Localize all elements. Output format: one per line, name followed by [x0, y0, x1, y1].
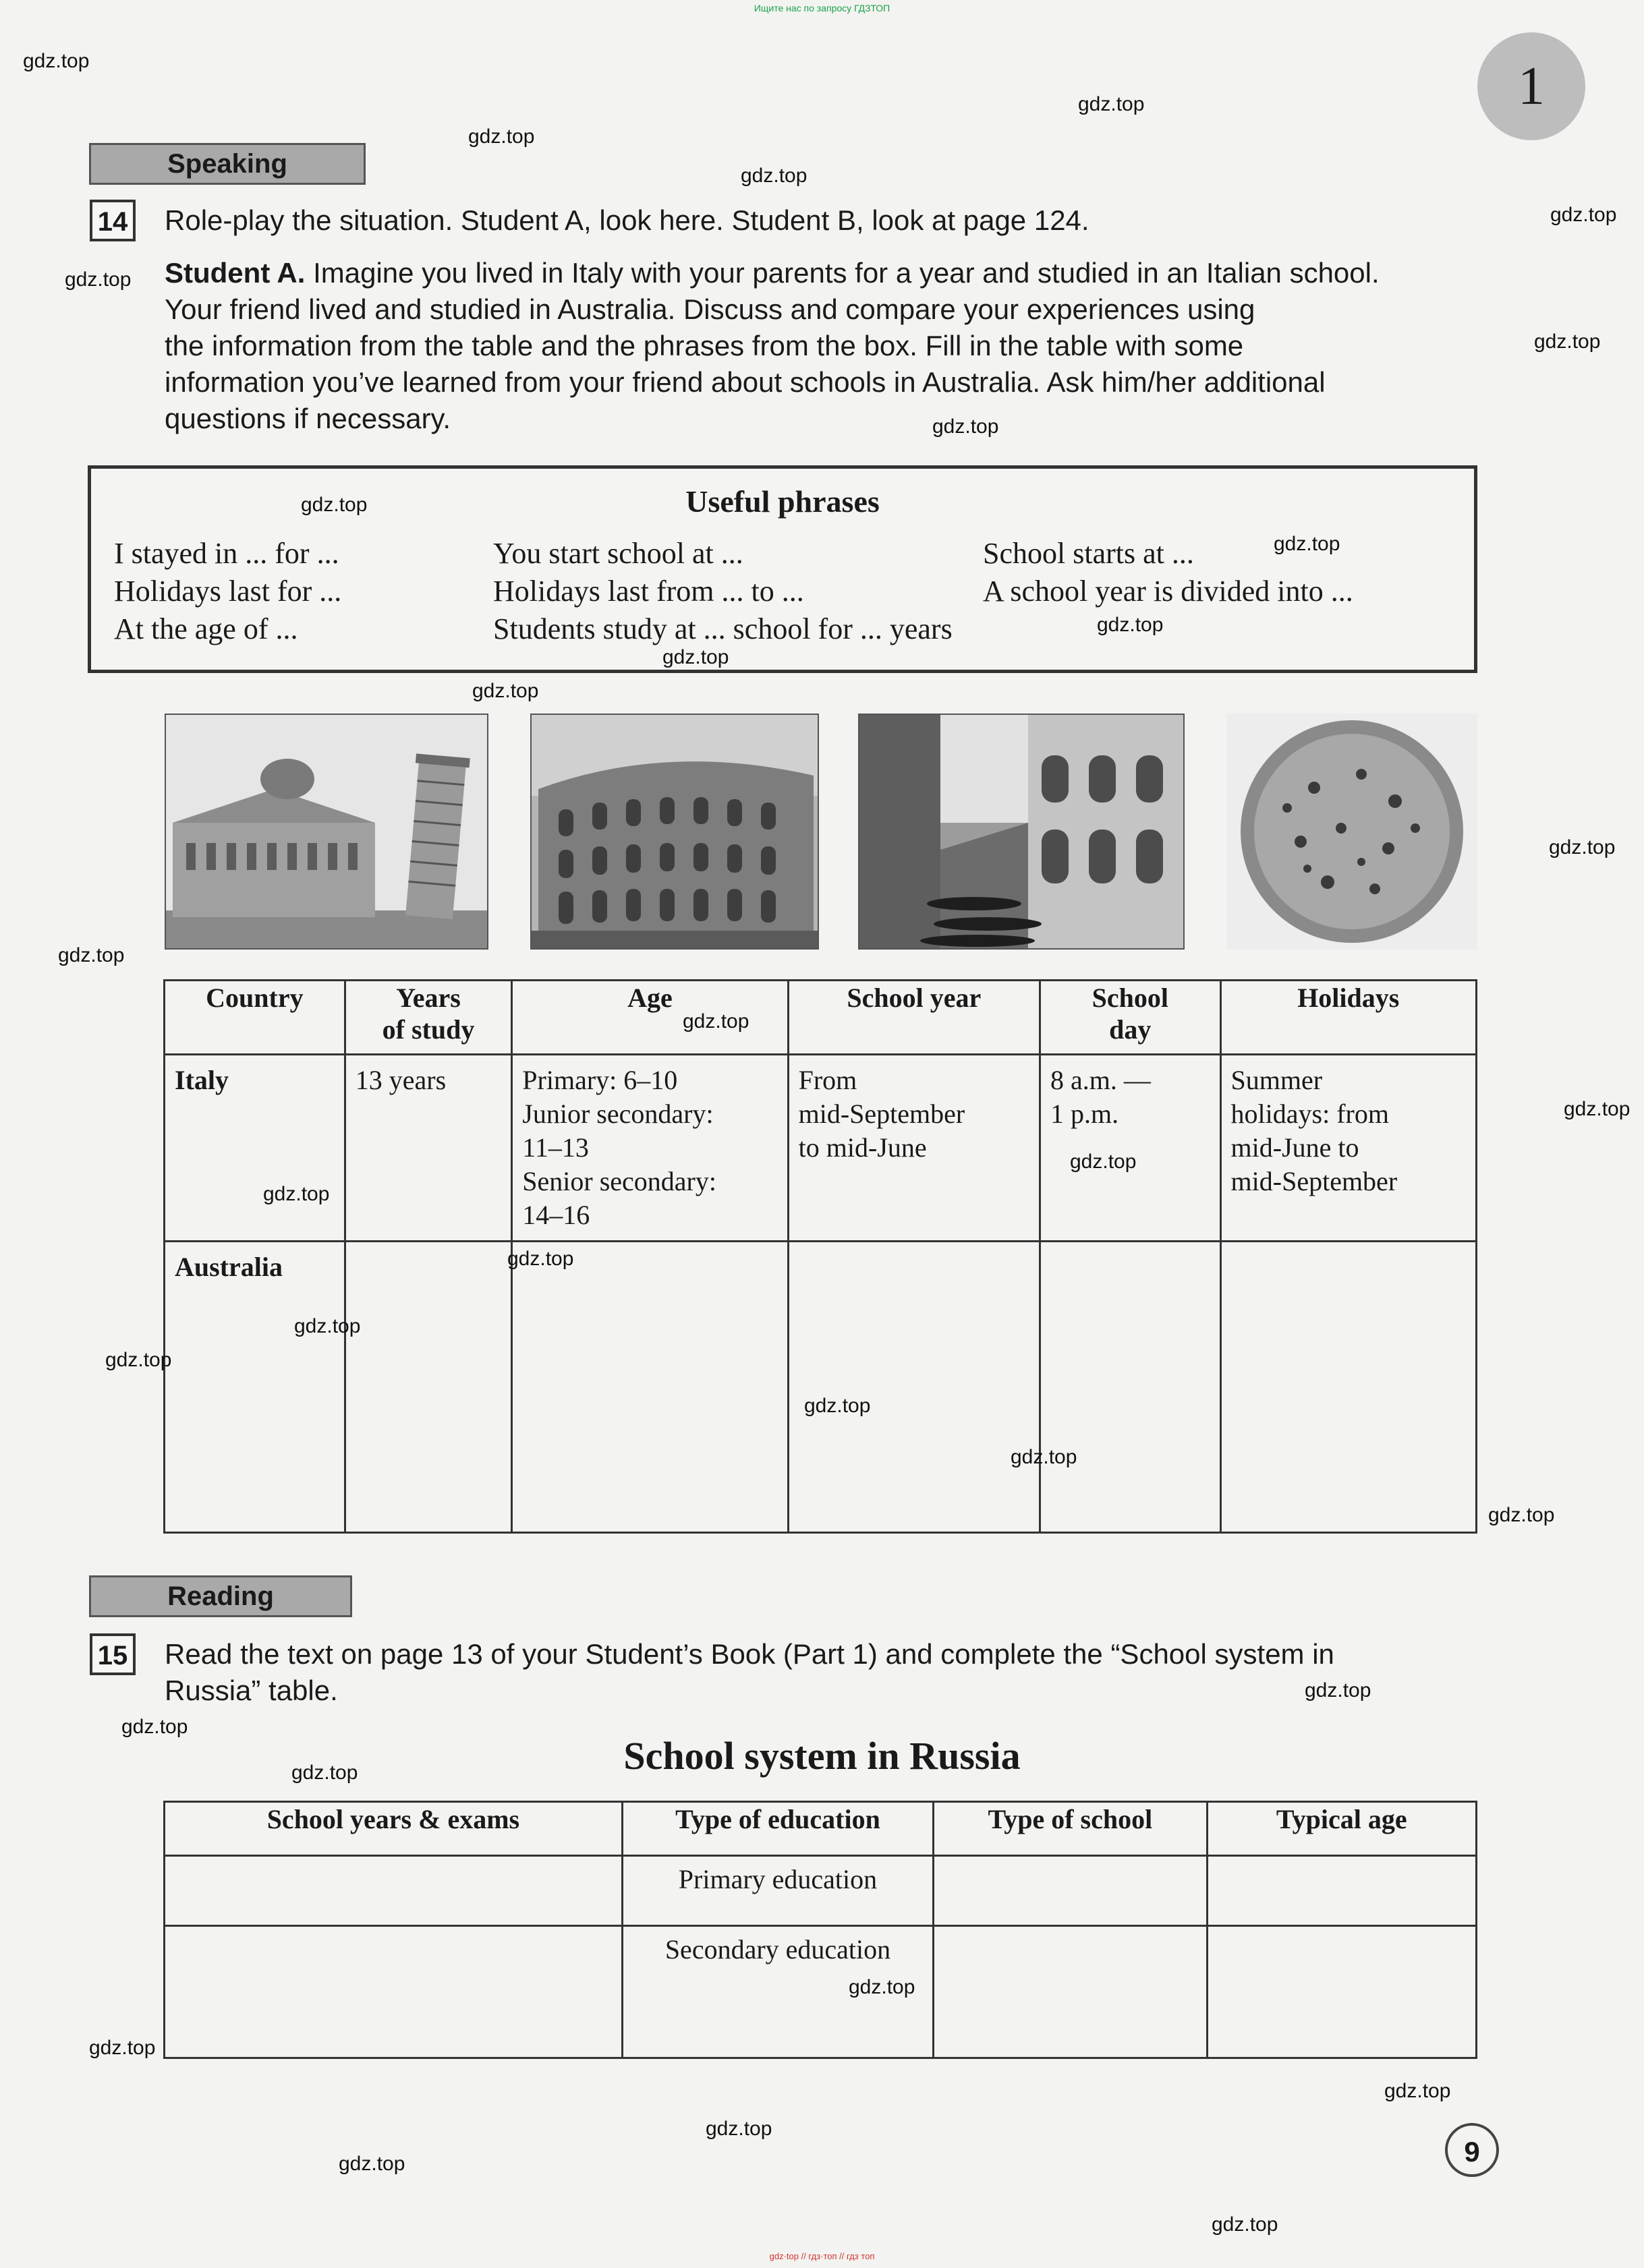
watermark: gdz.top	[263, 1183, 330, 1205]
watermark: gdz.top	[1097, 614, 1164, 636]
col-school-year: School year	[788, 981, 1040, 1055]
age-line: 11–13	[522, 1132, 589, 1163]
col-country: Country	[165, 981, 345, 1055]
watermark: gdz.top	[849, 1976, 915, 1998]
chapter-badge: 1	[1477, 32, 1585, 140]
watermark: gdz.top	[1070, 1151, 1137, 1173]
watermark: gdz.top	[1078, 93, 1145, 115]
russia-header-row	[165, 1802, 1477, 1856]
phrase: At the age of ...	[114, 612, 298, 645]
paragraph-line-3: the information from the table and the phrases from the box. Fill in the table with some	[165, 330, 1244, 361]
watermark: gdz.top	[1549, 836, 1616, 859]
exercise-14-paragraph	[165, 255, 1480, 437]
exercise-14-instruction: Role-play the situation. Student A, look here. Student B, look at page 124.	[165, 204, 1089, 236]
table-header-row	[165, 981, 1477, 1055]
watermark: gdz.top	[741, 165, 807, 187]
cell-secondary-age[interactable]	[1207, 1926, 1476, 2058]
paragraph-line-4: information you’ve learned from your friend about schools in Australia. Ask him/her additional	[165, 366, 1326, 398]
watermark: gdz.top	[1534, 330, 1601, 353]
watermark: gdz.top	[294, 1315, 361, 1337]
instruction-line-2: Russia” table.	[165, 1675, 338, 1706]
russia-row-secondary	[165, 1926, 1477, 2058]
watermark: gdz.top	[706, 2118, 772, 2140]
cell-years-australia[interactable]	[345, 1242, 512, 1533]
watermark: gdz.top	[507, 1248, 574, 1270]
watermark: gdz.top	[301, 494, 368, 516]
school-year-line: mid-September	[798, 1099, 965, 1129]
watermark: gdz.top	[683, 1010, 749, 1033]
age-line: Senior secondary:	[522, 1166, 716, 1196]
watermark: gdz.top	[1011, 1446, 1077, 1468]
col-age: Age	[512, 981, 788, 1055]
exercise-15-instruction	[165, 1636, 1480, 1709]
watermark: gdz.top	[23, 50, 90, 72]
paragraph-line-5: questions if necessary.	[165, 403, 451, 434]
exercise-15-number: 15	[90, 1633, 136, 1675]
holidays-line: mid-June to	[1230, 1132, 1359, 1163]
cell-school-day-italy	[1040, 1055, 1221, 1242]
cell-school-day-australia[interactable]	[1040, 1242, 1221, 1533]
pizza-photo	[1226, 714, 1477, 950]
table-row-italy	[165, 1055, 1477, 1242]
exercise-14-number: 14	[90, 200, 136, 241]
holidays-line: holidays: from	[1230, 1099, 1389, 1129]
phrase: School starts at ...	[983, 537, 1194, 570]
colosseum-photo	[530, 714, 819, 950]
school-day-line: 1 p.m.	[1050, 1099, 1119, 1129]
venice-illustration	[859, 715, 1185, 950]
page-number: 9	[1445, 2123, 1499, 2177]
col-holidays: Holidays	[1220, 981, 1476, 1055]
table-row-australia	[165, 1242, 1477, 1533]
phrase: Holidays last from ... to ...	[493, 575, 804, 608]
watermark: gdz.top	[472, 680, 539, 702]
watermark: gdz.top	[65, 268, 132, 291]
watermark: gdz.top	[1212, 2213, 1278, 2236]
watermark: gdz.top	[89, 2037, 156, 2059]
watermark: gdz.top	[1488, 1504, 1555, 1526]
school-year-line: to mid-June	[798, 1132, 927, 1163]
cell-secondary-school-type[interactable]	[934, 1926, 1207, 2058]
cell-secondary-years[interactable]	[165, 1926, 623, 2058]
age-line: Primary: 6–10	[522, 1065, 678, 1095]
watermark: gdz.top	[932, 415, 999, 438]
watermark: gdz.top	[105, 1349, 172, 1371]
watermark: gdz.top	[1384, 2080, 1451, 2102]
col-day-line-2: day	[1109, 1014, 1152, 1045]
cell-years-italy: 13 years	[345, 1055, 512, 1242]
school-system-russia-table	[163, 1801, 1477, 2059]
cell-primary-school-type[interactable]	[934, 1856, 1207, 1926]
cell-country-italy: Italy	[165, 1055, 345, 1242]
watermark: gdz.top	[468, 125, 535, 148]
colosseum-illustration	[532, 715, 819, 950]
bottom-note: gdz·top // гдз·топ // гдз топ	[769, 2251, 875, 2261]
phrase: Students study at ... school for ... years	[493, 612, 953, 645]
col-type-of-school: Type of school	[934, 1802, 1207, 1856]
useful-phrases-box	[88, 465, 1477, 673]
useful-phrases-title: Useful phrases	[685, 484, 880, 519]
cell-secondary-education: Secondary education	[622, 1926, 933, 2058]
watermark: gdz.top	[1564, 1098, 1631, 1120]
reading-section-label: Reading	[89, 1575, 352, 1617]
watermark: gdz.top	[662, 646, 729, 668]
top-note: Ищите нас по запросу ГДЗТОП	[754, 3, 890, 13]
watermark: gdz.top	[291, 1762, 358, 1784]
pisa-cathedral-photo	[165, 714, 488, 950]
col-typical-age: Typical age	[1207, 1802, 1476, 1856]
col-years-line-1: Years	[396, 983, 461, 1013]
paragraph-line-1: Imagine you lived in Italy with your parents for a year and studied in an Italian school.	[305, 257, 1380, 289]
col-school-day	[1040, 981, 1221, 1055]
cell-primary-age[interactable]	[1207, 1856, 1476, 1926]
cell-holidays-australia[interactable]	[1220, 1242, 1476, 1533]
age-line: 14–16	[522, 1200, 590, 1230]
instruction-line-1: Read the text on page 13 of your Student’s Book (Part 1) and complete the “School system in	[165, 1638, 1334, 1670]
watermark: gdz.top	[58, 944, 125, 966]
paragraph-line-2: Your friend lived and studied in Australia. Discuss and compare your experiences using	[165, 293, 1255, 325]
holidays-line: mid-September	[1230, 1166, 1398, 1196]
holidays-line: Summer	[1230, 1065, 1323, 1095]
col-day-line-1: School	[1092, 983, 1168, 1013]
cell-age-australia[interactable]	[512, 1242, 788, 1533]
watermark: gdz.top	[1550, 204, 1617, 226]
italy-australia-table	[163, 979, 1477, 1534]
russia-table-title: School system in Russia	[623, 1734, 1021, 1778]
watermark: gdz.top	[121, 1716, 188, 1738]
speaking-section-label: Speaking	[89, 143, 366, 185]
age-line: Junior secondary:	[522, 1099, 714, 1129]
student-a-lead: Student A.	[165, 257, 306, 289]
phrase: I stayed in ... for ...	[114, 537, 339, 570]
cell-school-year-australia[interactable]	[788, 1242, 1040, 1533]
col-type-of-education: Type of education	[622, 1802, 933, 1856]
school-year-line: From	[798, 1065, 857, 1095]
pisa-illustration	[166, 715, 488, 950]
phrase: Holidays last for ...	[114, 575, 342, 608]
watermark: gdz.top	[1274, 533, 1340, 555]
cell-age-italy	[512, 1055, 788, 1242]
cell-school-year-italy	[788, 1055, 1040, 1242]
cell-primary-education: Primary education	[622, 1856, 933, 1926]
russia-row-primary	[165, 1856, 1477, 1926]
cell-holidays-italy	[1220, 1055, 1476, 1242]
cell-primary-years[interactable]	[165, 1856, 623, 1926]
venice-canal-photo	[858, 714, 1185, 950]
watermark: gdz.top	[804, 1395, 871, 1417]
phrase: You start school at ...	[493, 537, 743, 570]
pizza-illustration	[1226, 714, 1477, 950]
cell-country-australia: Australia	[165, 1242, 345, 1533]
watermark: gdz.top	[339, 2153, 405, 2175]
watermark: gdz.top	[1305, 1679, 1371, 1702]
phrase: A school year is divided into ...	[983, 575, 1353, 608]
col-school-years-exams: School years & exams	[165, 1802, 623, 1856]
col-years-line-2: of study	[382, 1014, 475, 1045]
school-day-line: 8 a.m. —	[1050, 1065, 1151, 1095]
col-years-of-study	[345, 981, 512, 1055]
